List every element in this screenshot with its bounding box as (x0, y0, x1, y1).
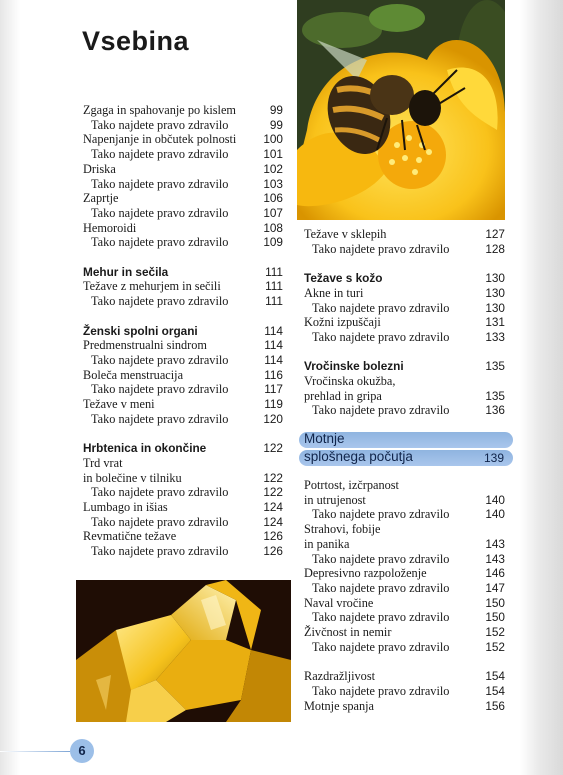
toc-entry-text: Tako najdete pravo zdravilo (91, 485, 229, 500)
toc-entry-page: 103 (263, 176, 283, 191)
toc-subentry[interactable] (83, 147, 283, 162)
toc-entry-page: 130 (485, 285, 505, 300)
toc-entry-text: Tako najdete pravo zdravilo (91, 205, 229, 220)
toc-entry-page: 131 (485, 315, 505, 330)
toc-left-list (83, 103, 283, 559)
toc-right-list-bottom (304, 478, 505, 713)
toc-entry-page: 99 (269, 103, 283, 117)
section-band-title-line2: splošnega počutja (304, 449, 413, 464)
toc-entry-text: Tako najdete pravo zdravilo (312, 403, 450, 418)
toc-entry-page: 101 (263, 147, 283, 162)
footer-rule (0, 751, 70, 752)
bee-on-flower-photo (297, 0, 505, 220)
toc-entry[interactable] (83, 103, 283, 118)
toc-entry-text: Težave v meni (83, 397, 155, 412)
toc-entry-text: Tako najdete pravo zdravilo (312, 580, 450, 595)
toc-section-heading[interactable] (304, 271, 505, 286)
toc-entry-page: 146 (485, 566, 505, 581)
toc-subentry[interactable] (304, 552, 505, 567)
toc-entry[interactable] (304, 227, 505, 242)
toc-entry-page: 122 (263, 485, 283, 500)
page-number-badge: 6 (70, 739, 94, 763)
toc-entry-text: Tako najdete pravo zdravilo (312, 639, 450, 654)
toc-subentry[interactable] (83, 485, 283, 500)
toc-entry-text: Tako najdete pravo zdravilo (91, 294, 229, 309)
toc-entry-page: 116 (264, 367, 283, 382)
toc-entry-text: Akne in turi (304, 285, 364, 300)
toc-entry-page: 147 (485, 580, 505, 595)
toc-entry-page: 152 (485, 639, 505, 654)
toc-entry-text: Razdražljivost (304, 669, 376, 684)
toc-entry-page: 140 (485, 492, 505, 507)
toc-entry-page: 114 (264, 323, 283, 338)
toc-subentry[interactable] (83, 515, 283, 530)
toc-entry[interactable] (83, 162, 283, 177)
toc-subentry[interactable] (304, 507, 505, 522)
toc-subentry[interactable] (83, 235, 283, 250)
toc-entry[interactable] (83, 368, 283, 383)
toc-entry-page: 156 (485, 698, 505, 713)
toc-subentry[interactable] (304, 610, 505, 625)
toc-section-heading[interactable] (304, 359, 505, 374)
toc-entry-page: 150 (485, 595, 505, 610)
toc-entry-text: Trd vrat (83, 455, 123, 470)
toc-entry-text: Tako najdete pravo zdravilo (91, 544, 229, 559)
toc-entry-text: in utrujenost (304, 492, 366, 507)
toc-entry-text: Ženski spolni organi (83, 323, 198, 338)
toc-entry-text: Tako najdete pravo zdravilo (312, 300, 450, 315)
toc-gap (83, 250, 283, 265)
toc-entry-page: 100 (263, 132, 283, 147)
toc-entry-text: in bolečine v tilniku (83, 470, 182, 485)
toc-entry-text: Težave v sklepih (304, 227, 387, 241)
toc-entry[interactable] (83, 132, 283, 147)
toc-section-heading[interactable] (83, 441, 283, 456)
toc-entry-page: 130 (485, 271, 505, 286)
toc-entry[interactable] (304, 699, 505, 714)
toc-subentry[interactable] (304, 581, 505, 596)
toc-entry-page: 99 (269, 117, 283, 132)
section-band-title-line1: Motnje (304, 431, 345, 446)
toc-entry[interactable] (304, 625, 505, 640)
toc-entry-page: 154 (485, 683, 505, 698)
toc-entry-text: Zgaga in spahovanje po kislem (83, 103, 236, 117)
toc-entry[interactable] (304, 389, 505, 404)
toc-entry-page: 107 (263, 205, 283, 220)
toc-entry-text: Motnje spanja (304, 698, 375, 713)
toc-entry-text: Potrtost, izčrpanost (304, 478, 399, 492)
toc-entry-page: 114 (264, 338, 283, 353)
toc-gap (304, 256, 505, 271)
toc-entry-page: 135 (485, 359, 505, 374)
toc-subentry[interactable] (304, 330, 505, 345)
toc-entry-text: Tako najdete pravo zdravilo (91, 382, 229, 397)
toc-entry[interactable] (304, 522, 505, 537)
toc-subentry[interactable] (83, 118, 283, 133)
toc-entry-page: 130 (485, 300, 505, 315)
toc-entry-text: Hemoroidi (83, 220, 137, 235)
toc-entry-text: Tako najdete pravo zdravilo (91, 176, 229, 191)
toc-entry-text: Depresivno razpoloženje (304, 566, 427, 581)
toc-subentry[interactable] (304, 242, 505, 257)
toc-section-heading[interactable] (83, 324, 283, 339)
toc-entry[interactable] (304, 374, 505, 389)
toc-entry-text: Tako najdete pravo zdravilo (91, 147, 229, 162)
toc-entry-page: 109 (263, 235, 283, 250)
toc-entry-page: 111 (265, 294, 283, 309)
toc-entry-page: 117 (264, 382, 283, 397)
toc-entry-text: in panika (304, 536, 350, 551)
toc-entry-text: Lumbago in išias (83, 499, 168, 514)
toc-entry[interactable] (83, 500, 283, 515)
toc-entry-text: Tako najdete pravo zdravilo (312, 329, 450, 344)
toc-right-list-top (304, 227, 505, 418)
toc-entry[interactable] (304, 566, 505, 581)
toc-entry-page: 128 (485, 241, 505, 256)
toc-subentry[interactable] (83, 206, 283, 221)
toc-entry[interactable] (83, 529, 283, 544)
toc-entry-text: Naval vročine (304, 595, 374, 610)
toc-entry-text: Zaprtje (83, 191, 119, 206)
toc-entry-text: Vročinske bolezni (304, 359, 404, 374)
toc-entry-text: Tako najdete pravo zdravilo (312, 507, 450, 522)
toc-entry-text: prehlad in gripa (304, 388, 382, 403)
toc-entry-page: 124 (263, 499, 283, 514)
toc-entry[interactable] (304, 286, 505, 301)
toc-entry-page: 106 (263, 191, 283, 206)
toc-entry-text: Kožni izpuščaji (304, 315, 381, 330)
toc-entry-text: Napenjanje in občutek polnosti (83, 132, 237, 147)
toc-entry-text: Mehur in sečila (83, 264, 169, 279)
toc-entry-page: 126 (263, 529, 283, 544)
toc-entry[interactable] (304, 596, 505, 611)
toc-entry[interactable] (83, 338, 283, 353)
page-edge-shadow (520, 0, 563, 775)
toc-subentry[interactable] (304, 403, 505, 418)
toc-entry-text: Hrbtenica in okončine (83, 441, 207, 456)
toc-entry-text: Driska (83, 161, 116, 176)
toc-entry-page: 119 (264, 397, 283, 412)
toc-entry-text: Tako najdete pravo zdravilo (312, 683, 450, 698)
toc-subentry[interactable] (83, 177, 283, 192)
toc-section-heading[interactable] (83, 265, 283, 280)
toc-entry-text: Boleča menstruacija (83, 367, 184, 382)
toc-entry-page: 150 (485, 610, 505, 625)
toc-entry[interactable] (83, 471, 283, 486)
toc-entry-text: Tako najdete pravo zdravilo (91, 235, 229, 250)
toc-entry-text: Tako najdete pravo zdravilo (312, 610, 450, 625)
toc-gap (304, 654, 505, 669)
toc-subentry[interactable] (304, 640, 505, 655)
toc-right-column-bottom (304, 478, 505, 713)
toc-entry-text: Tako najdete pravo zdravilo (312, 551, 450, 566)
toc-entry-page: 133 (485, 329, 505, 344)
toc-subentry[interactable] (83, 382, 283, 397)
toc-entry-text: Vročinska okužba, (304, 374, 396, 388)
toc-entry-text: Težave s kožo (304, 271, 383, 286)
toc-entry-page: 124 (263, 514, 283, 529)
toc-subentry[interactable] (83, 544, 283, 559)
page-title: Vsebina (82, 26, 190, 56)
toc-subentry[interactable] (304, 301, 505, 316)
toc-entry[interactable] (83, 221, 283, 236)
toc-entry-text: Revmatične težave (83, 529, 177, 544)
toc-entry[interactable] (83, 191, 283, 206)
toc-entry[interactable] (304, 315, 505, 330)
toc-entry-text: Tako najdete pravo zdravilo (91, 514, 229, 529)
section-band-motnje[interactable] (299, 431, 513, 467)
toc-subentry[interactable] (83, 294, 283, 309)
toc-entry-page: 120 (263, 411, 283, 426)
toc-gap (83, 426, 283, 441)
toc-entry-text: Tako najdete pravo zdravilo (312, 241, 450, 256)
toc-subentry[interactable] (83, 412, 283, 427)
toc-entry[interactable] (304, 669, 505, 684)
toc-entry-page: 154 (485, 669, 505, 684)
toc-entry-text: Težave z mehurjem in sečili (83, 279, 221, 294)
toc-entry[interactable] (304, 493, 505, 508)
toc-entry-page: 136 (485, 403, 505, 418)
toc-entry-page: 111 (265, 279, 283, 294)
toc-entry-text: Tako najdete pravo zdravilo (91, 411, 229, 426)
toc-left-column (83, 103, 283, 559)
toc-entry-page: 102 (263, 161, 283, 176)
toc-entry-page: 122 (263, 470, 283, 485)
toc-entry[interactable] (304, 478, 505, 493)
toc-gap (304, 345, 505, 360)
toc-entry-page: 126 (263, 544, 283, 559)
toc-entry-page: 135 (485, 388, 505, 403)
toc-entry-text: Predmenstrualni sindrom (83, 338, 207, 353)
toc-entry-page: 114 (264, 352, 283, 367)
toc-entry-page: 152 (485, 625, 505, 640)
toc-entry-page: 143 (485, 551, 505, 566)
toc-subentry[interactable] (304, 684, 505, 699)
toc-entry-text: Strahovi, fobije (304, 522, 381, 537)
toc-right-column-top (304, 227, 505, 418)
sulfur-crystal-photo (76, 580, 291, 722)
toc-entry[interactable] (83, 279, 283, 294)
toc-entry-page: 127 (485, 227, 505, 241)
section-band-page: 139 (483, 451, 504, 465)
toc-entry-text: Živčnost in nemir (304, 625, 392, 640)
toc-entry[interactable] (83, 456, 283, 471)
toc-entry-text: Tako najdete pravo zdravilo (91, 117, 229, 132)
toc-entry-page: 111 (265, 264, 283, 279)
toc-entry-page: 140 (485, 507, 505, 522)
toc-subentry[interactable] (83, 353, 283, 368)
toc-entry-page: 143 (485, 536, 505, 551)
toc-entry-text: Tako najdete pravo zdravilo (91, 352, 229, 367)
toc-entry-page: 122 (263, 441, 283, 456)
page-gutter-shadow (0, 0, 20, 775)
toc-entry-page: 108 (263, 220, 283, 235)
toc-entry[interactable] (83, 397, 283, 412)
toc-gap (83, 309, 283, 324)
toc-entry[interactable] (304, 537, 505, 552)
